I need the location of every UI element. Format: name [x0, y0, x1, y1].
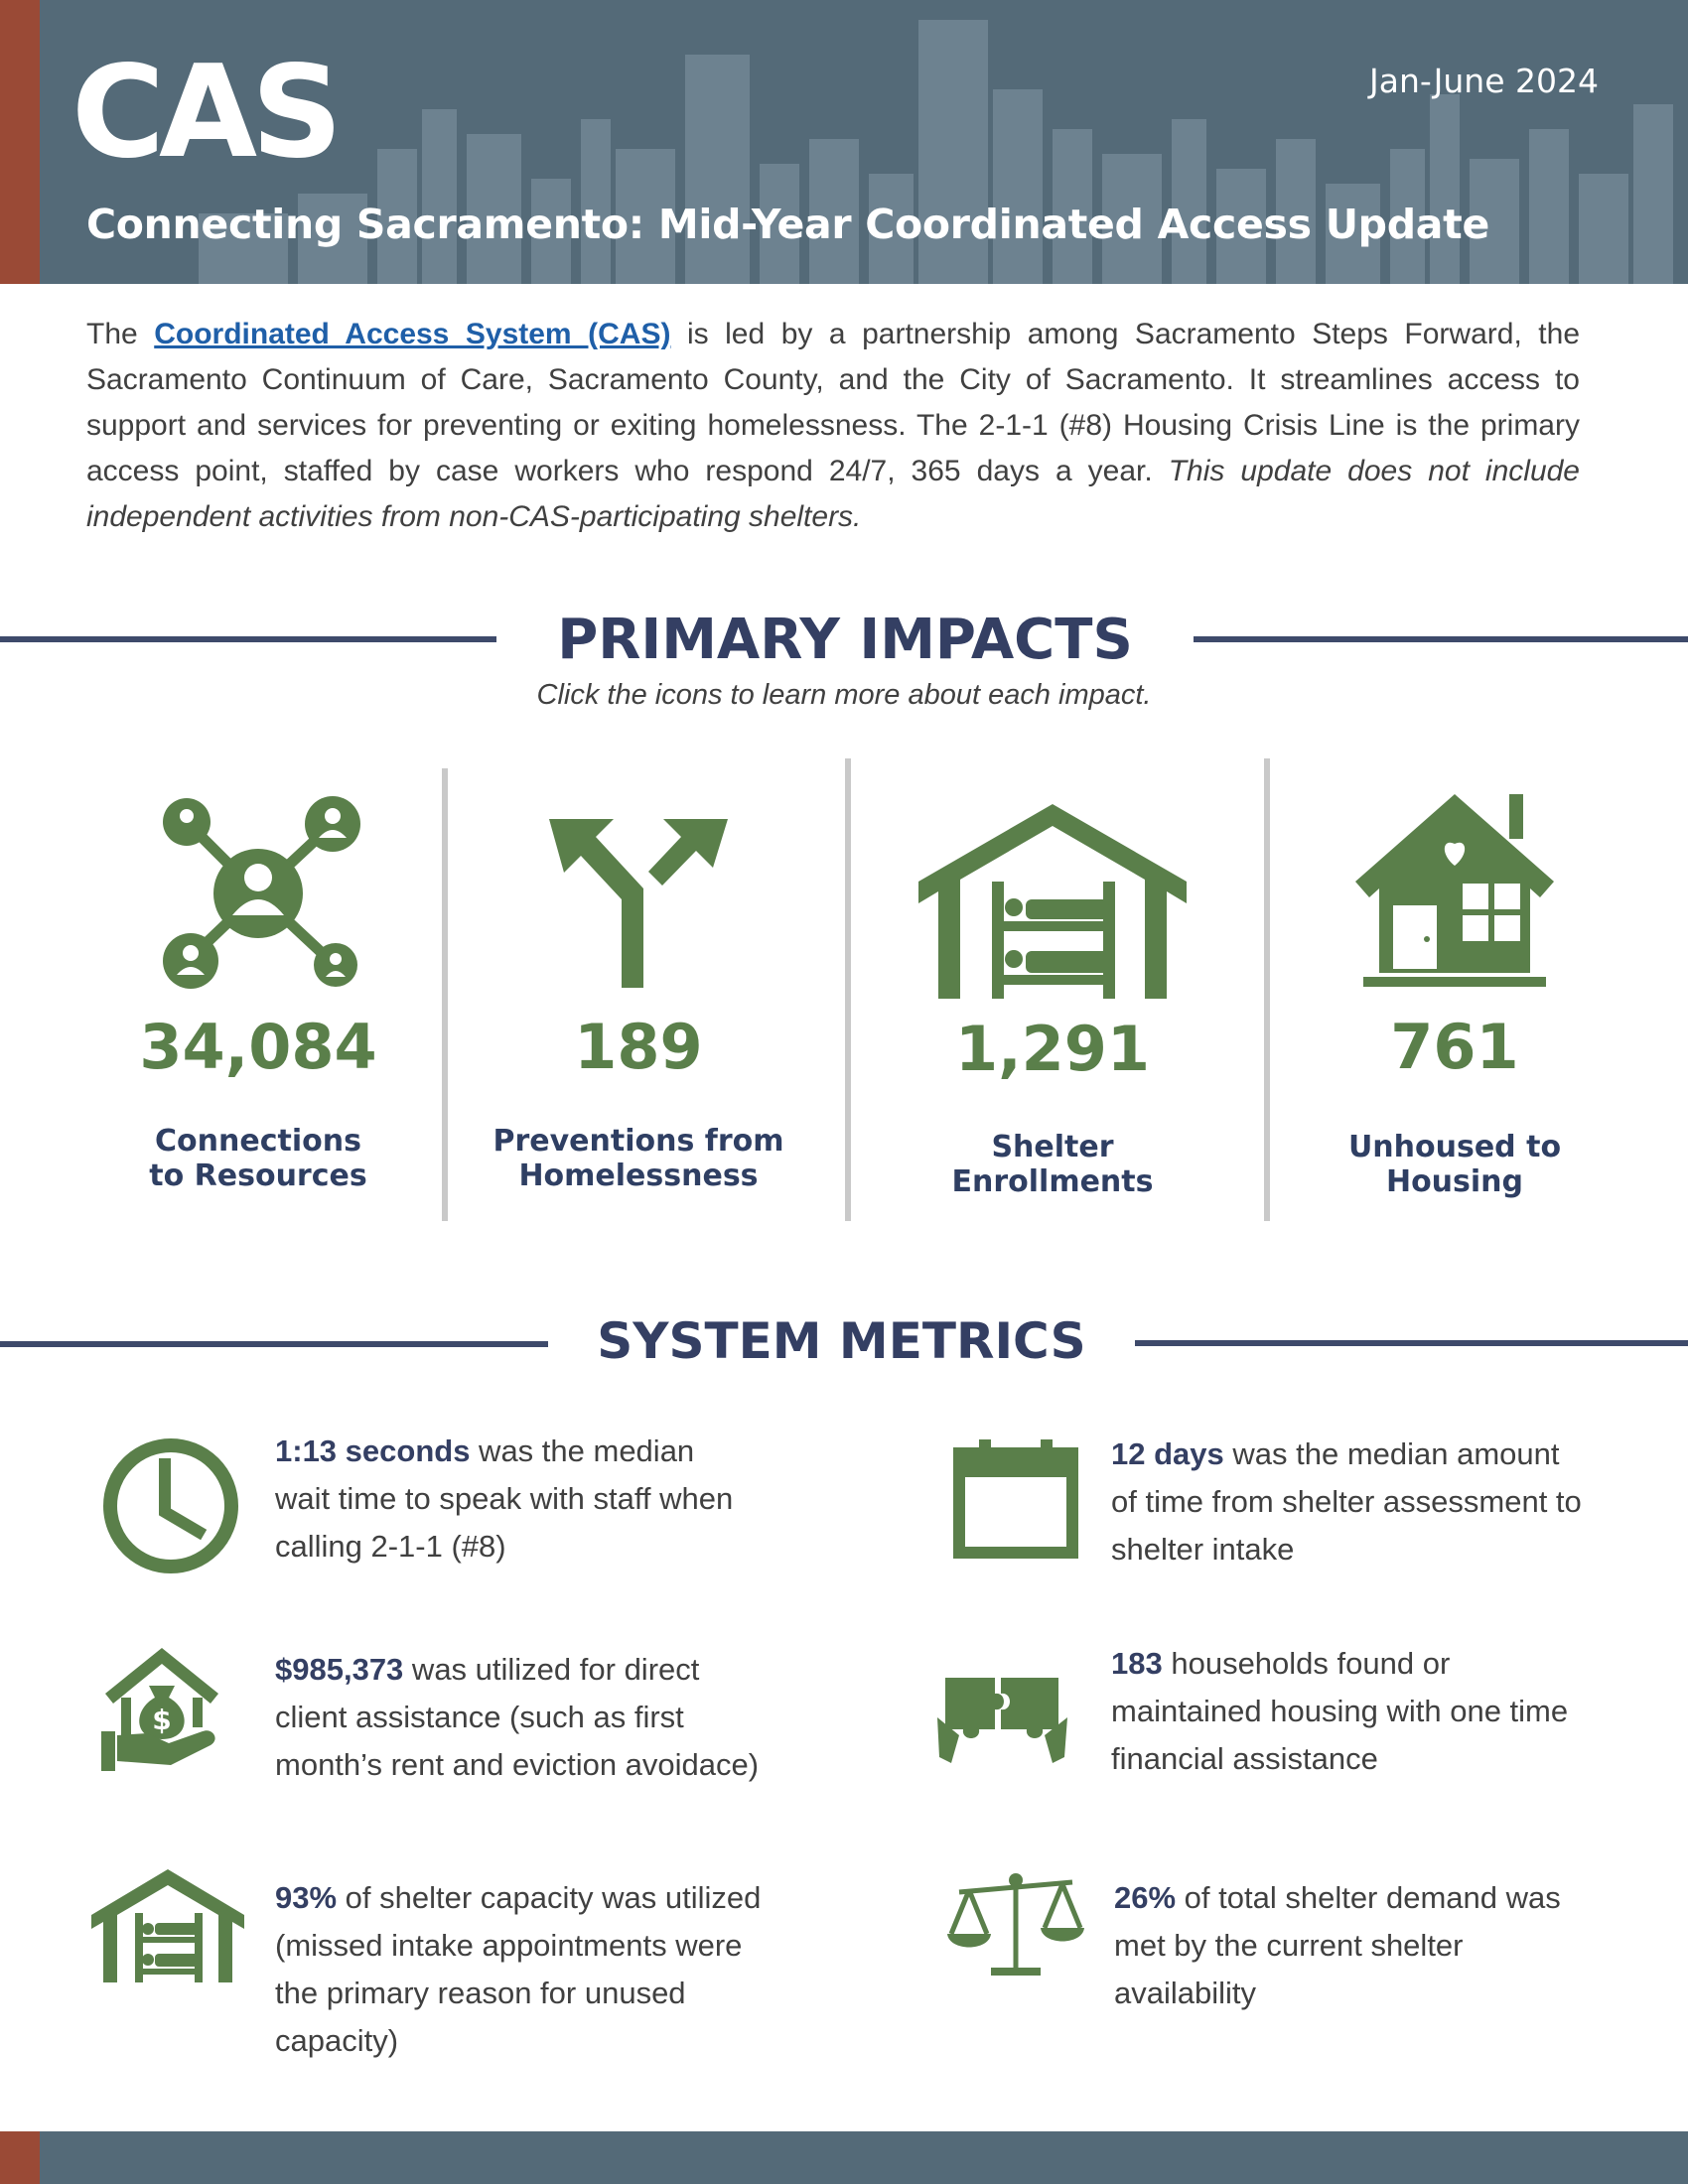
metric-shelter-intake-time [1111, 1431, 1588, 1573]
impact-divider [442, 768, 448, 1221]
system-metrics-heading: SYSTEM METRICS [597, 1312, 1086, 1370]
metric-value: 12 days [1111, 1436, 1224, 1471]
metric-description: was the median amount of time from shelter assessment to shelter intake [1111, 1436, 1582, 1567]
impact-label-line: Preventions from [492, 1124, 784, 1159]
house-heart-icon[interactable] [1355, 794, 1554, 993]
metric-description: of total shelter demand was met by the current shelter availability [1114, 1880, 1561, 2010]
impact-label-line: Enrollments [951, 1164, 1154, 1199]
page-title: Connecting Sacramento: Mid-Year Coordinated Access Update [86, 201, 1489, 248]
impact-housing[interactable] [1311, 764, 1599, 1221]
impact-connections[interactable] [99, 764, 417, 1221]
impact-divider [845, 758, 851, 1221]
metric-households-housed [1111, 1640, 1608, 1783]
header-accent-bar [0, 0, 40, 284]
metric-description: households found or maintained housing with one time financial assistance [1111, 1646, 1569, 1776]
metric-value: 93% [275, 1880, 338, 1915]
impact-label [485, 1124, 792, 1193]
impact-label-line: Shelter [991, 1130, 1114, 1164]
impact-label-line: Connections [155, 1124, 361, 1159]
puzzle-hands-icon [935, 1658, 1069, 1767]
metric-value: 183 [1111, 1646, 1163, 1681]
network-people-icon[interactable] [149, 794, 367, 1003]
shelter-bunkbed-icon[interactable] [918, 804, 1187, 1003]
metric-shelter-capacity [275, 1874, 772, 2065]
impact-number: 1,291 [954, 1013, 1151, 1085]
shelter-bed-icon [91, 1869, 244, 1984]
impact-label-line: Homelessness [518, 1159, 759, 1193]
metric-value: 26% [1114, 1880, 1177, 1915]
section-rule-left [0, 1341, 548, 1347]
metric-value: $985,373 [275, 1652, 404, 1687]
impact-label-line: Housing [1385, 1164, 1524, 1199]
intro-paragraph [86, 312, 1580, 540]
metric-value: 1:13 seconds [275, 1433, 471, 1468]
metric-direct-assistance [275, 1646, 762, 1789]
page-footer-bar [0, 2131, 1688, 2184]
money-house-hand-icon [99, 1648, 224, 1772]
report-period: Jan-June 2024 [1369, 62, 1599, 100]
split-arrows-icon[interactable] [544, 814, 733, 1003]
impact-number: 761 [1390, 1011, 1519, 1083]
metric-description: of shelter capacity was utilized (missed intake appointments were the primary reason for unused capacity) [275, 1880, 762, 2058]
impact-label [99, 1124, 417, 1193]
metric-description: was utilized for direct client assistance (such as first month’s rent and eviction avoidace) [275, 1652, 760, 1782]
impact-label-line: to Resources [149, 1159, 367, 1193]
impact-preventions[interactable] [485, 764, 792, 1221]
section-rule-left [0, 636, 496, 642]
impact-shelter-enrollments[interactable] [894, 764, 1211, 1221]
metric-shelter-demand [1114, 1874, 1601, 2017]
balance-scale-icon [945, 1868, 1086, 1979]
cas-logo[interactable]: CAS [71, 39, 338, 187]
impacts-subtitle: Click the icons to learn more about each impact. [536, 679, 1152, 711]
intro-text-start: The [86, 318, 155, 350]
section-rule-right [1194, 636, 1688, 642]
impact-label [894, 1130, 1211, 1199]
page-header [0, 0, 1688, 284]
impact-number: 189 [574, 1011, 703, 1083]
metric-wait-time [275, 1428, 752, 1570]
section-rule-right [1135, 1340, 1688, 1346]
intro-disclaimer: This update does not include independent activities from non-CAS-participating shelters. [86, 455, 1580, 533]
impact-number: 34,084 [139, 1011, 377, 1083]
svg-text:$: $ [152, 1704, 172, 1736]
metric-description: was the median wait time to speak with staff when calling 2-1-1 (#8) [275, 1433, 734, 1564]
cas-link[interactable]: Coordinated Access System (CAS) [154, 318, 671, 350]
primary-impacts-heading: PRIMARY IMPACTS [557, 608, 1133, 672]
calendar-icon [953, 1439, 1078, 1559]
impact-divider [1264, 758, 1270, 1221]
impact-label-line: Unhoused to [1347, 1130, 1562, 1164]
clock-icon [101, 1436, 240, 1575]
footer-accent-bar [0, 2131, 40, 2184]
impact-label [1311, 1130, 1599, 1199]
intro-text-body: is led by a partnership among Sacramento Steps Forward, the Sacramento Continuum of Care, Sacramento County, and the City of Sacramento. It streamlines access to support and services for preventing or exiting homelessness. The 2-1-1 (#8) Housing Crisis Line is the primary access point, staffed by case workers who respond 24/7, 365 days a year. [86, 318, 1580, 487]
